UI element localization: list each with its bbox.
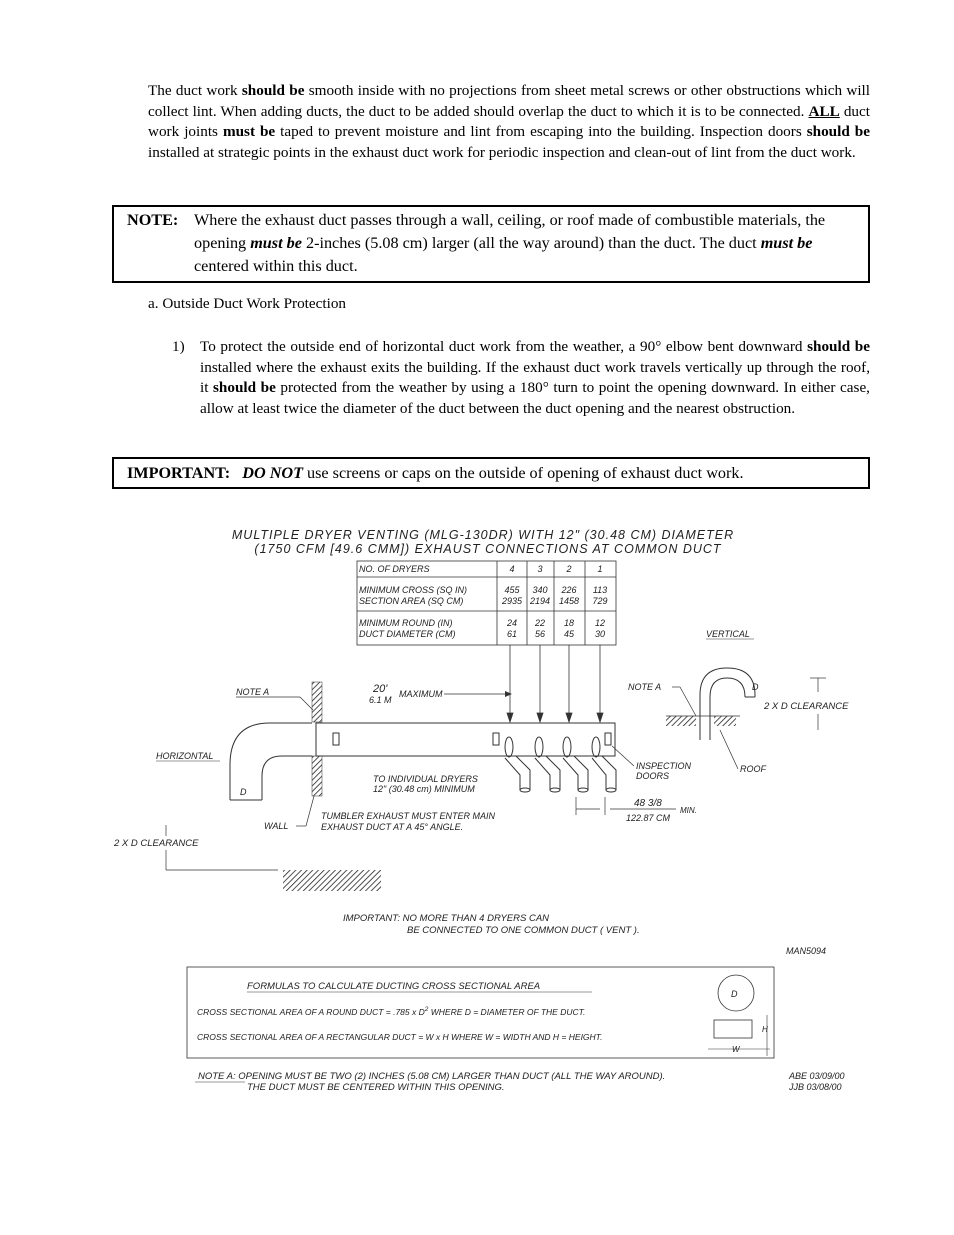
length-6m: 6.1 M xyxy=(369,695,392,705)
maximum-label: MAXIMUM xyxy=(399,689,443,699)
table-row2-label-2: SECTION AREA (SQ CM) xyxy=(359,596,464,606)
wall-pointer xyxy=(306,796,314,826)
intro-paragraph: The duct work should be smooth inside with no projections from sheet metal screws or other obstructions which will collect lint. When adding ducts, the duct to be added should overlap the duct to which it is to be connected. ALL duct work joints must be taped to prevent moisture and lint from escaping into the building. Inspection doors should be installed at strategic points in the exhaust duct work for periodic inspection and clean-out of lint from the duct work. xyxy=(148,82,870,161)
note-a-right: NOTE A xyxy=(628,682,662,692)
note-a-footer-1: NOTE A: OPENING MUST BE TWO (2) INCHES (5.08 CM) LARGER THAN DUCT (ALL THE WAY AROUND). xyxy=(198,1071,666,1082)
note-a-right-pointer xyxy=(680,687,696,716)
initials-abe: ABE 03/09/00 xyxy=(789,1071,845,1081)
clearance-right: 2 X D CLEARANCE xyxy=(764,701,849,712)
length-20ft: 20' xyxy=(373,683,388,695)
important-label: IMPORTANT: xyxy=(127,464,231,482)
to-dryers-2: 12" (30.48 cm) MINIMUM xyxy=(373,784,475,794)
table-r3b-c1: 61 xyxy=(506,629,518,639)
formula-rect: CROSS SECTIONAL AREA OF A RECTANGULAR DUCT = W x H WHERE W = WIDTH AND H = HEIGHT. xyxy=(197,1032,603,1042)
roof-hatch-right xyxy=(714,716,736,726)
inspection-label-1: INSPECTION xyxy=(636,761,692,771)
table-r1-c4: 1 xyxy=(597,564,603,574)
wall-hatch-bottom xyxy=(312,756,322,796)
wall-hatch-top xyxy=(312,682,322,722)
table-r2a-c2: 340 xyxy=(532,585,548,595)
inspection-label-2: DOORS xyxy=(636,771,670,781)
dim-48: 48 3/8 xyxy=(634,798,662,809)
vertical-label: VERTICAL xyxy=(706,629,750,639)
table-r3b-c4: 30 xyxy=(594,629,606,639)
initials-jjb: JJB 03/08/00 xyxy=(789,1082,842,1092)
roof-label: ROOF xyxy=(740,764,766,774)
clearance-left: 2 X D CLEARANCE xyxy=(114,838,199,849)
table-r2a-c1: 455 xyxy=(504,585,520,595)
tumbler-text-1: TUMBLER EXHAUST MUST ENTER MAIN xyxy=(321,811,496,821)
note-box xyxy=(112,205,870,283)
important-text: use screens or caps on the outside of opening of exhaust duct work. xyxy=(302,464,744,482)
dryer-venting-diagram xyxy=(0,510,954,1110)
item-1-text: To protect the outside end of horizontal duct work from the weather, a 90° elbow bent downward should be installed where the exhaust exits the building. If the exhaust duct work travels vertically up through the roof, it should be protected from the weather by using a 180° turn to point the opening downward. In either case, allow at least twice the diameter of the duct between the duct opening and the nearest obstruction. xyxy=(200,338,870,417)
table-r1-c1: 4 xyxy=(509,564,515,574)
item-1-number: 1) xyxy=(172,338,185,355)
branch-ducts xyxy=(505,737,616,792)
table-r3b-c2: 56 xyxy=(534,629,546,639)
table-r3a-c2: 22 xyxy=(534,618,546,628)
table-r2a-c4: 113 xyxy=(592,585,608,595)
diagram-title-2: (1750 CFM [49.6 CMM]) EXHAUST CONNECTIONS AT COMMON DUCT xyxy=(254,542,722,556)
table-row3-label-2: DUCT DIAMETER (CM) xyxy=(359,629,456,639)
table-r2b-c4: 729 xyxy=(592,596,608,606)
table-r3a-c4: 12 xyxy=(594,618,606,628)
important-emphasis: DO NOT xyxy=(242,464,303,482)
dim-122: 122.87 CM xyxy=(626,813,671,823)
round-duct-d: D xyxy=(731,989,738,999)
table-r2a-c3: 226 xyxy=(561,585,577,595)
table-r2b-c3: 1458 xyxy=(558,596,580,606)
dryer-table-text xyxy=(359,564,608,639)
vertical-180-turn xyxy=(700,668,755,740)
note-text: Where the exhaust duct passes through a wall, ceiling, or roof made of combustible materials, the opening must be 2-inches (5.08 cm) larger (all the way around) than the duct. The duct must be centered within this duct. xyxy=(194,211,826,275)
horizontal-label: HORIZONTAL xyxy=(156,751,214,761)
rect-duct-icon xyxy=(714,1020,752,1038)
rect-duct-h: H xyxy=(762,1025,768,1034)
note-label: NOTE: xyxy=(127,211,179,229)
wall-label: WALL xyxy=(264,821,289,831)
roof-pointer xyxy=(720,730,738,769)
dim-min: MIN. xyxy=(680,806,697,815)
formula-round: CROSS SECTIONAL AREA OF A ROUND DUCT = .785 x $D^2$ WHERE D = DIAMETER OF THE DUCT. xyxy=(197,1006,586,1017)
table-r1-c3: 2 xyxy=(566,564,572,574)
table-r2b-c1: 2935 xyxy=(501,596,523,606)
tumbler-text-2: EXHAUST DUCT AT A 45° ANGLE. xyxy=(321,822,464,832)
note-a-footer-2: THE DUCT MUST BE CENTERED WITHIN THIS OPENING. xyxy=(247,1082,505,1093)
diagram-important-2: BE CONNECTED TO ONE COMMON DUCT ( VENT ). xyxy=(407,925,640,936)
to-dryers-1: TO INDIVIDUAL DRYERS xyxy=(373,774,478,784)
table-r3b-c3: 45 xyxy=(563,629,575,639)
rect-duct-w: W xyxy=(732,1045,740,1054)
note-a-left: NOTE A xyxy=(236,687,270,697)
table-r3a-c3: 18 xyxy=(563,618,575,628)
maximum-arrowhead xyxy=(505,691,512,697)
table-row1-label: NO. OF DRYERS xyxy=(359,564,430,574)
table-r1-c2: 3 xyxy=(537,564,543,574)
table-row2-label-1: MINIMUM CROSS (SQ IN) xyxy=(359,585,467,595)
table-r2b-c2: 2194 xyxy=(529,596,551,606)
table-row3-label-1: MINIMUM ROUND (IN) xyxy=(359,618,453,628)
formula-title: FORMULAS TO CALCULATE DUCTING CROSS SECTIONAL AREA xyxy=(247,981,541,992)
diagram-important-1: IMPORTANT: NO MORE THAN 4 DRYERS CAN xyxy=(343,913,550,924)
diagram-title-1: MULTIPLE DRYER VENTING (MLG-130DR) WITH 12" (30.48 CM) DIAMETER xyxy=(231,528,735,542)
note-a-left-pointer xyxy=(300,697,313,710)
horizontal-elbow-d: D xyxy=(240,787,247,797)
important-box xyxy=(112,457,870,489)
roof-hatch-left xyxy=(666,716,696,726)
ground-hatch xyxy=(283,870,381,891)
table-r3a-c1: 24 xyxy=(506,618,518,628)
vertical-d: D xyxy=(752,682,759,692)
table-to-duct-arrows xyxy=(507,645,603,722)
drawing-number: MAN5094 xyxy=(786,946,827,956)
section-a-heading: a. Outside Duct Work Protection xyxy=(148,295,347,312)
